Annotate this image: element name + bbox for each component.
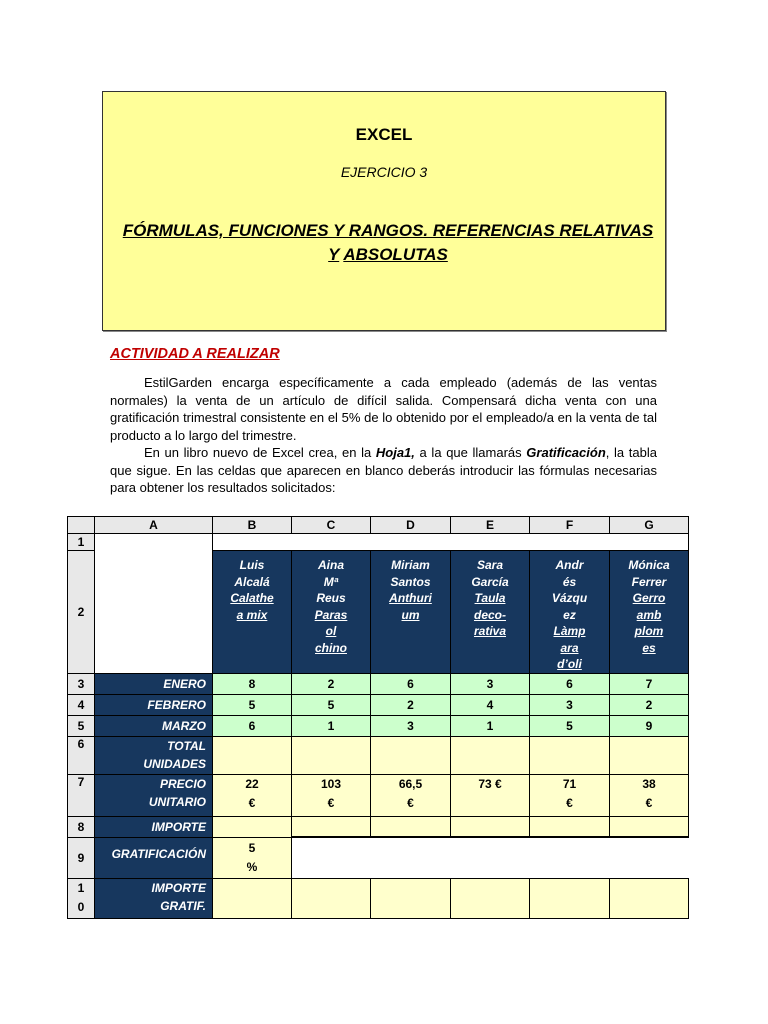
table-row <box>68 774 689 816</box>
row-header-6[interactable]: 6 <box>68 736 95 774</box>
cell-g5[interactable]: 9 <box>610 715 689 736</box>
employee-cell[interactable] <box>530 551 610 674</box>
exercise-title-line1: FÓRMULAS, FUNCIONES Y RANGOS. REFERENCIAS RELATIVAS <box>122 221 654 240</box>
cell-c4[interactable]: 5 <box>292 694 371 715</box>
cell-e8[interactable] <box>451 816 530 837</box>
employee-product: Làmp ara d’oli <box>553 624 586 671</box>
para2-part-b: a la que llamarás <box>414 445 527 460</box>
activity-paragraph-1: EstilGarden encarga específicamente a cada empleado (además de las ventas normales) la venta de un artículo de difícil salida. Compensará dicha venta con una gratificación trimestral consistente en el 5% de lo obtenido por el empleado/a en la venta de tal producto a lo largo del trimestre. <box>110 375 657 443</box>
employee-cell[interactable] <box>213 551 292 674</box>
cell-e4[interactable]: 4 <box>451 694 530 715</box>
cell-e3[interactable]: 3 <box>451 673 530 694</box>
cell-c3[interactable]: 2 <box>292 673 371 694</box>
exercise-title <box>121 219 655 267</box>
cell-a1-a2[interactable] <box>95 534 213 674</box>
row-header-3[interactable]: 3 <box>68 673 95 694</box>
cell-d7[interactable]: 66,5 € <box>371 774 451 816</box>
cell-b7[interactable]: 22 € <box>213 774 292 816</box>
employee-product: Paras ol chino <box>314 607 348 655</box>
column-header-c[interactable]: C <box>292 517 371 534</box>
row-header-7[interactable]: 7 <box>68 774 95 816</box>
table-row <box>68 673 689 694</box>
cell-c5[interactable]: 1 <box>292 715 371 736</box>
label-enero[interactable]: ENERO <box>95 673 213 694</box>
cell-c8[interactable] <box>292 816 371 837</box>
cell-b10[interactable] <box>213 878 292 918</box>
para2-gratificacion: Gratificación <box>526 445 606 460</box>
row-header-2[interactable]: 2 <box>68 551 95 674</box>
cell-c10[interactable] <box>292 878 371 918</box>
cell-e6[interactable] <box>451 736 530 774</box>
employee-name: Mónica Ferrer <box>628 558 670 589</box>
table-row <box>68 736 689 774</box>
cell-b1-g1[interactable] <box>213 534 689 551</box>
cell-d6[interactable] <box>371 736 451 774</box>
column-header-b[interactable]: B <box>213 517 292 534</box>
label-importe[interactable]: IMPORTE <box>95 816 213 837</box>
cell-d10[interactable] <box>371 878 451 918</box>
table-row <box>68 878 689 918</box>
employee-product: Calathe a mix <box>230 591 274 622</box>
employee-name: Andr és Vázqu ez <box>551 558 588 622</box>
cell-b9[interactable]: 5 % <box>213 837 292 878</box>
row-header-5[interactable]: 5 <box>68 715 95 736</box>
cell-b6[interactable] <box>213 736 292 774</box>
employee-name: Aina Mª Reus <box>316 558 346 605</box>
cell-f4[interactable]: 3 <box>530 694 610 715</box>
label-gratificacion[interactable]: GRATIFICACIÓN <box>95 837 213 878</box>
title-box <box>102 91 666 331</box>
cell-c6[interactable] <box>292 736 371 774</box>
table-row <box>68 694 689 715</box>
exercise-number: EJERCICIO 3 <box>340 164 428 180</box>
column-header-a[interactable]: A <box>95 517 213 534</box>
row-header-1[interactable]: 1 <box>68 534 95 551</box>
label-importe-gratif[interactable]: IMPORTE GRATIF. <box>95 878 213 918</box>
cell-g6[interactable] <box>610 736 689 774</box>
cell-f7[interactable]: 71 € <box>530 774 610 816</box>
cell-b3[interactable]: 8 <box>213 673 292 694</box>
cell-f10[interactable] <box>530 878 610 918</box>
employee-product: Taula deco- rativa <box>473 591 507 638</box>
cell-g10[interactable] <box>610 878 689 918</box>
employee-product: Gerro amb plom es <box>632 591 666 655</box>
employee-cell[interactable] <box>451 551 530 674</box>
cell-e5[interactable]: 1 <box>451 715 530 736</box>
cell-f3[interactable]: 6 <box>530 673 610 694</box>
row-header-10[interactable]: 1 0 <box>68 878 95 918</box>
cell-d3[interactable]: 6 <box>371 673 451 694</box>
column-header-e[interactable]: E <box>451 517 530 534</box>
cell-f8[interactable] <box>530 816 610 837</box>
para2-part-c: , la tabla que sigue. En las celdas que aparecen en blanco deberás introducir las fórmulas necesarias para obtener los resultados solicitados: <box>110 445 657 495</box>
corner-cell[interactable] <box>68 517 95 534</box>
cell-c9-g9[interactable] <box>292 837 689 878</box>
cell-g3[interactable]: 7 <box>610 673 689 694</box>
cell-b4[interactable]: 5 <box>213 694 292 715</box>
employee-cell[interactable] <box>610 551 689 674</box>
cell-c7[interactable]: 103 € <box>292 774 371 816</box>
column-header-g[interactable]: G <box>610 517 689 534</box>
exercise-title-y: Y <box>328 245 340 264</box>
activity-heading: ACTIVIDAD A REALIZAR <box>110 346 280 362</box>
excel-title: EXCEL <box>355 125 413 144</box>
cell-b8[interactable] <box>213 816 292 837</box>
employee-product: Anthuri um <box>389 591 432 622</box>
label-febrero[interactable]: FEBRERO <box>95 694 213 715</box>
label-total-unidades[interactable]: TOTAL UNIDADES <box>95 736 213 774</box>
table-row <box>68 837 689 878</box>
cell-f6[interactable] <box>530 736 610 774</box>
column-header-f[interactable]: F <box>530 517 610 534</box>
employee-name: Luis Alcalá <box>234 558 270 589</box>
cell-d5[interactable]: 3 <box>371 715 451 736</box>
row-header-9[interactable]: 9 <box>68 837 95 878</box>
table-row <box>68 534 689 551</box>
cell-b5[interactable]: 6 <box>213 715 292 736</box>
cell-d8[interactable] <box>371 816 451 837</box>
activity-paragraph-2 <box>110 444 657 497</box>
column-header-row <box>68 517 689 534</box>
spreadsheet-table <box>67 516 689 919</box>
cell-g4[interactable]: 2 <box>610 694 689 715</box>
employee-cell[interactable] <box>292 551 371 674</box>
employee-name: Sara García <box>471 558 509 589</box>
row-header-4[interactable]: 4 <box>68 694 95 715</box>
cell-e7[interactable]: 73 € <box>451 774 530 816</box>
cell-g8[interactable] <box>610 816 689 837</box>
cell-g7[interactable]: 38 € <box>610 774 689 816</box>
cell-f5[interactable]: 5 <box>530 715 610 736</box>
para2-hoja: Hoja1, <box>375 445 415 460</box>
exercise-title-absolutas: ABSOLUTAS <box>343 245 448 264</box>
table-row <box>68 816 689 837</box>
row-header-8[interactable]: 8 <box>68 816 95 837</box>
label-marzo[interactable]: MARZO <box>95 715 213 736</box>
para2-part-a: En un libro nuevo de Excel crea, en la <box>144 445 376 460</box>
column-header-d[interactable]: D <box>371 517 451 534</box>
table-row <box>68 715 689 736</box>
employee-cell[interactable] <box>371 551 451 674</box>
cell-d4[interactable]: 2 <box>371 694 451 715</box>
cell-e10[interactable] <box>451 878 530 918</box>
label-precio-unitario[interactable]: PRECIO UNITARIO <box>95 774 213 816</box>
employee-name: Miriam Santos <box>390 558 431 589</box>
